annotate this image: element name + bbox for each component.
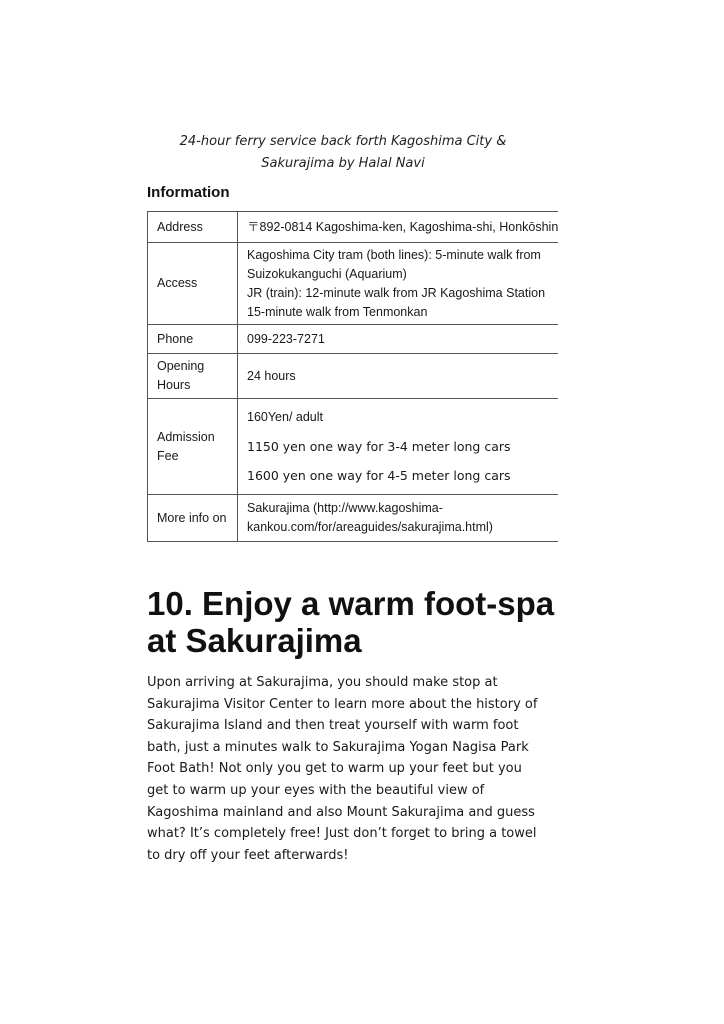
fee-value <box>238 399 559 495</box>
table-row-more-info <box>148 495 559 542</box>
access-label: Access <box>148 243 238 325</box>
access-line: JR (train): 12-minute walk from JR Kagoshima Station <box>247 285 546 300</box>
fee-label: Admission Fee <box>148 399 238 495</box>
access-line: Kagoshima City tram (both lines): 5-minute walk from <box>247 247 541 262</box>
caption-line-1: 24-hour ferry service back forth Kagoshima City & <box>179 134 507 149</box>
hours-value: 24 hours <box>238 354 559 399</box>
table-row-hours <box>148 354 559 399</box>
more-info-line: kankou.com/for/areaguides/sakurajima.html) <box>247 520 493 534</box>
table-row-phone <box>148 325 559 354</box>
table-row-address <box>148 212 559 243</box>
phone-value: 099-223-7271 <box>238 325 559 354</box>
phone-label: Phone <box>148 325 238 354</box>
table-row-access <box>148 243 559 325</box>
hours-label: Opening Hours <box>148 354 238 399</box>
fee-line: 1600 yen one way for 4-5 meter long cars <box>247 468 511 483</box>
address-label: Address <box>148 212 238 243</box>
more-info-line: Sakurajima (http://www.kagoshima- <box>247 501 443 515</box>
more-info-label: More info on <box>148 495 238 542</box>
image-caption <box>0 131 686 175</box>
address-value: 〒892-0814 Kagoshima-ken, Kagoshima-shi, Honkōshin <box>238 212 559 243</box>
access-value <box>238 243 559 325</box>
access-line: 15-minute walk from Tenmonkan <box>247 304 428 319</box>
table-row-fee <box>148 399 559 495</box>
caption-line-2: Sakurajima by Halal Navi <box>261 156 425 171</box>
section-title: 10. Enjoy a warm foot-spa at Sakurajima <box>147 585 555 659</box>
fee-line: 160Yen/ adult <box>247 410 324 424</box>
body-paragraph: Upon arriving at Sakurajima, you should make stop at Sakurajima Visitor Center to learn more about the history of Sakurajima Island and then treat yourself with warm foot bath, just a minutes walk to Sakurajima Yogan Nagisa Park Foot Bath! Not only you get to warm up your feet but you get to warm up your eyes with the beautiful view of Kagoshima mainland and also Mount Sakurajima and guess what? It’s completely free! Just don’t forget to bring a towel to dry off your feet afterwards! <box>147 675 538 863</box>
information-heading: Information <box>147 184 230 201</box>
information-table <box>147 211 558 542</box>
more-info-value <box>238 495 559 542</box>
access-line: Suizokukanguchi (Aquarium) <box>247 266 407 281</box>
fee-line: 1150 yen one way for 3-4 meter long cars <box>247 439 511 454</box>
